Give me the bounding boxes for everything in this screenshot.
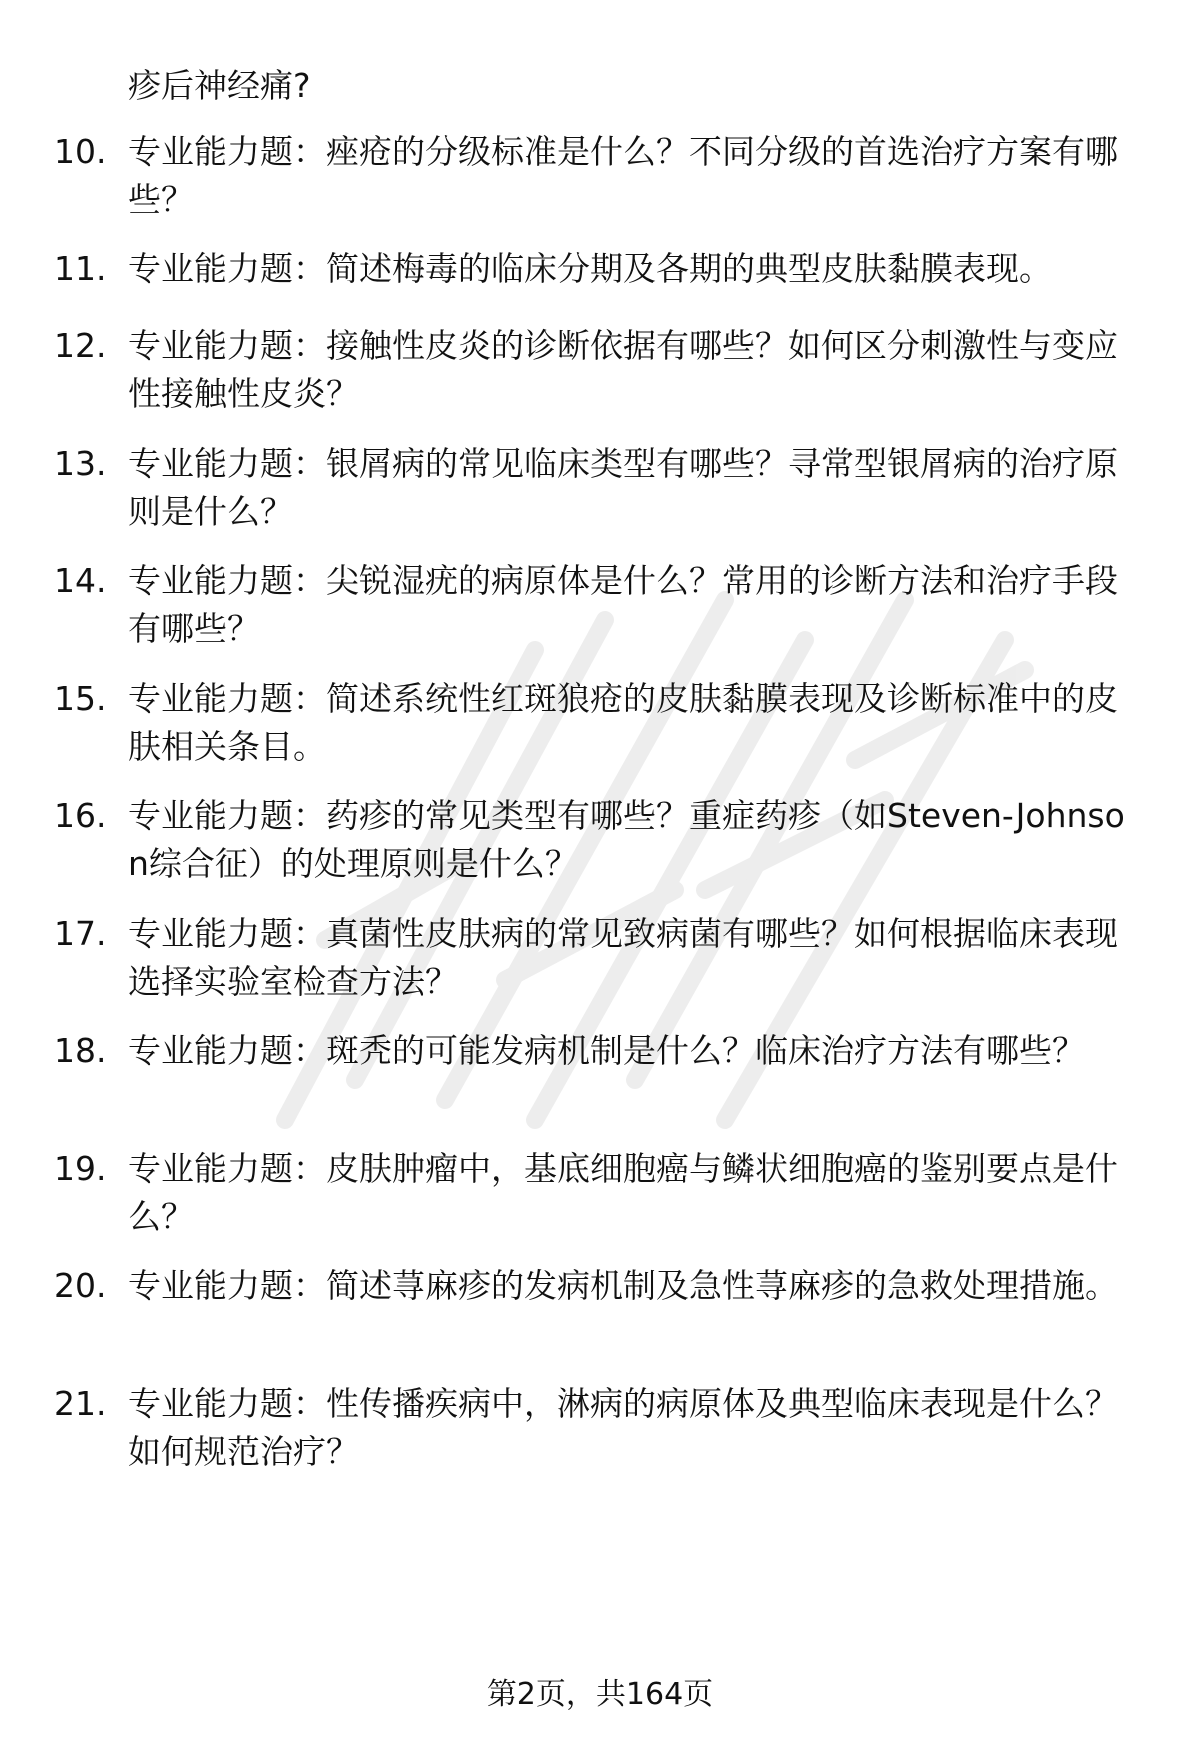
question-text: 专业能力题：性传播疾病中，淋病的病原体及典型临床表现是什么？如何规范治疗？ bbox=[128, 1384, 1118, 1471]
question-number: 16. bbox=[54, 796, 107, 835]
question-number: 15. bbox=[54, 679, 107, 718]
page-footer: 第2页，共164页 bbox=[486, 1677, 714, 1712]
question-text: 专业能力题：皮肤肿瘤中，基底细胞癌与鳞状细胞癌的鉴别要点是什么？ bbox=[128, 1149, 1118, 1236]
question-number: 20. bbox=[54, 1266, 107, 1305]
question-text: 专业能力题：药疹的常见类型有哪些？重症药疹（如Steven-Johnson综合征）的处理原则是什么？ bbox=[128, 796, 1125, 883]
question-text: 专业能力题：接触性皮炎的诊断依据有哪些？如何区分刺激性与变应性接触性皮炎？ bbox=[128, 326, 1118, 413]
question-text: 专业能力题：银屑病的常见临床类型有哪些？寻常型银屑病的治疗原则是什么？ bbox=[128, 444, 1118, 531]
question-text: 专业能力题：简述梅毒的临床分期及各期的典型皮肤黏膜表现。 bbox=[128, 249, 1052, 288]
question-text: 专业能力题：痤疮的分级标准是什么？不同分级的首选治疗方案有哪些？ bbox=[128, 132, 1118, 219]
question-number: 12. bbox=[54, 326, 107, 365]
question-number: 18. bbox=[54, 1031, 107, 1070]
question-text: 专业能力题：简述系统性红斑狼疮的皮肤黏膜表现及诊断标准中的皮肤相关条目。 bbox=[128, 679, 1118, 766]
question-text: 专业能力题：尖锐湿疣的病原体是什么？常用的诊断方法和治疗手段有哪些？ bbox=[128, 561, 1118, 648]
question-text: 专业能力题：斑秃的可能发病机制是什么？临床治疗方法有哪些？ bbox=[128, 1031, 1085, 1070]
question-number: 11. bbox=[54, 249, 107, 288]
question-text: 专业能力题：简述荨麻疹的发病机制及急性荨麻疹的急救处理措施。 bbox=[128, 1266, 1118, 1305]
question-number: 19. bbox=[54, 1149, 107, 1188]
continued-question-text: 疹后神经痛? bbox=[128, 66, 311, 105]
question-number: 10. bbox=[54, 132, 107, 171]
question-text: 专业能力题：真菌性皮肤病的常见致病菌有哪些？如何根据临床表现选择实验室检查方法？ bbox=[128, 914, 1118, 1001]
question-number: 13. bbox=[54, 444, 107, 483]
question-number: 17. bbox=[54, 914, 107, 953]
question-number: 14. bbox=[54, 561, 107, 600]
question-number: 21. bbox=[54, 1384, 107, 1423]
